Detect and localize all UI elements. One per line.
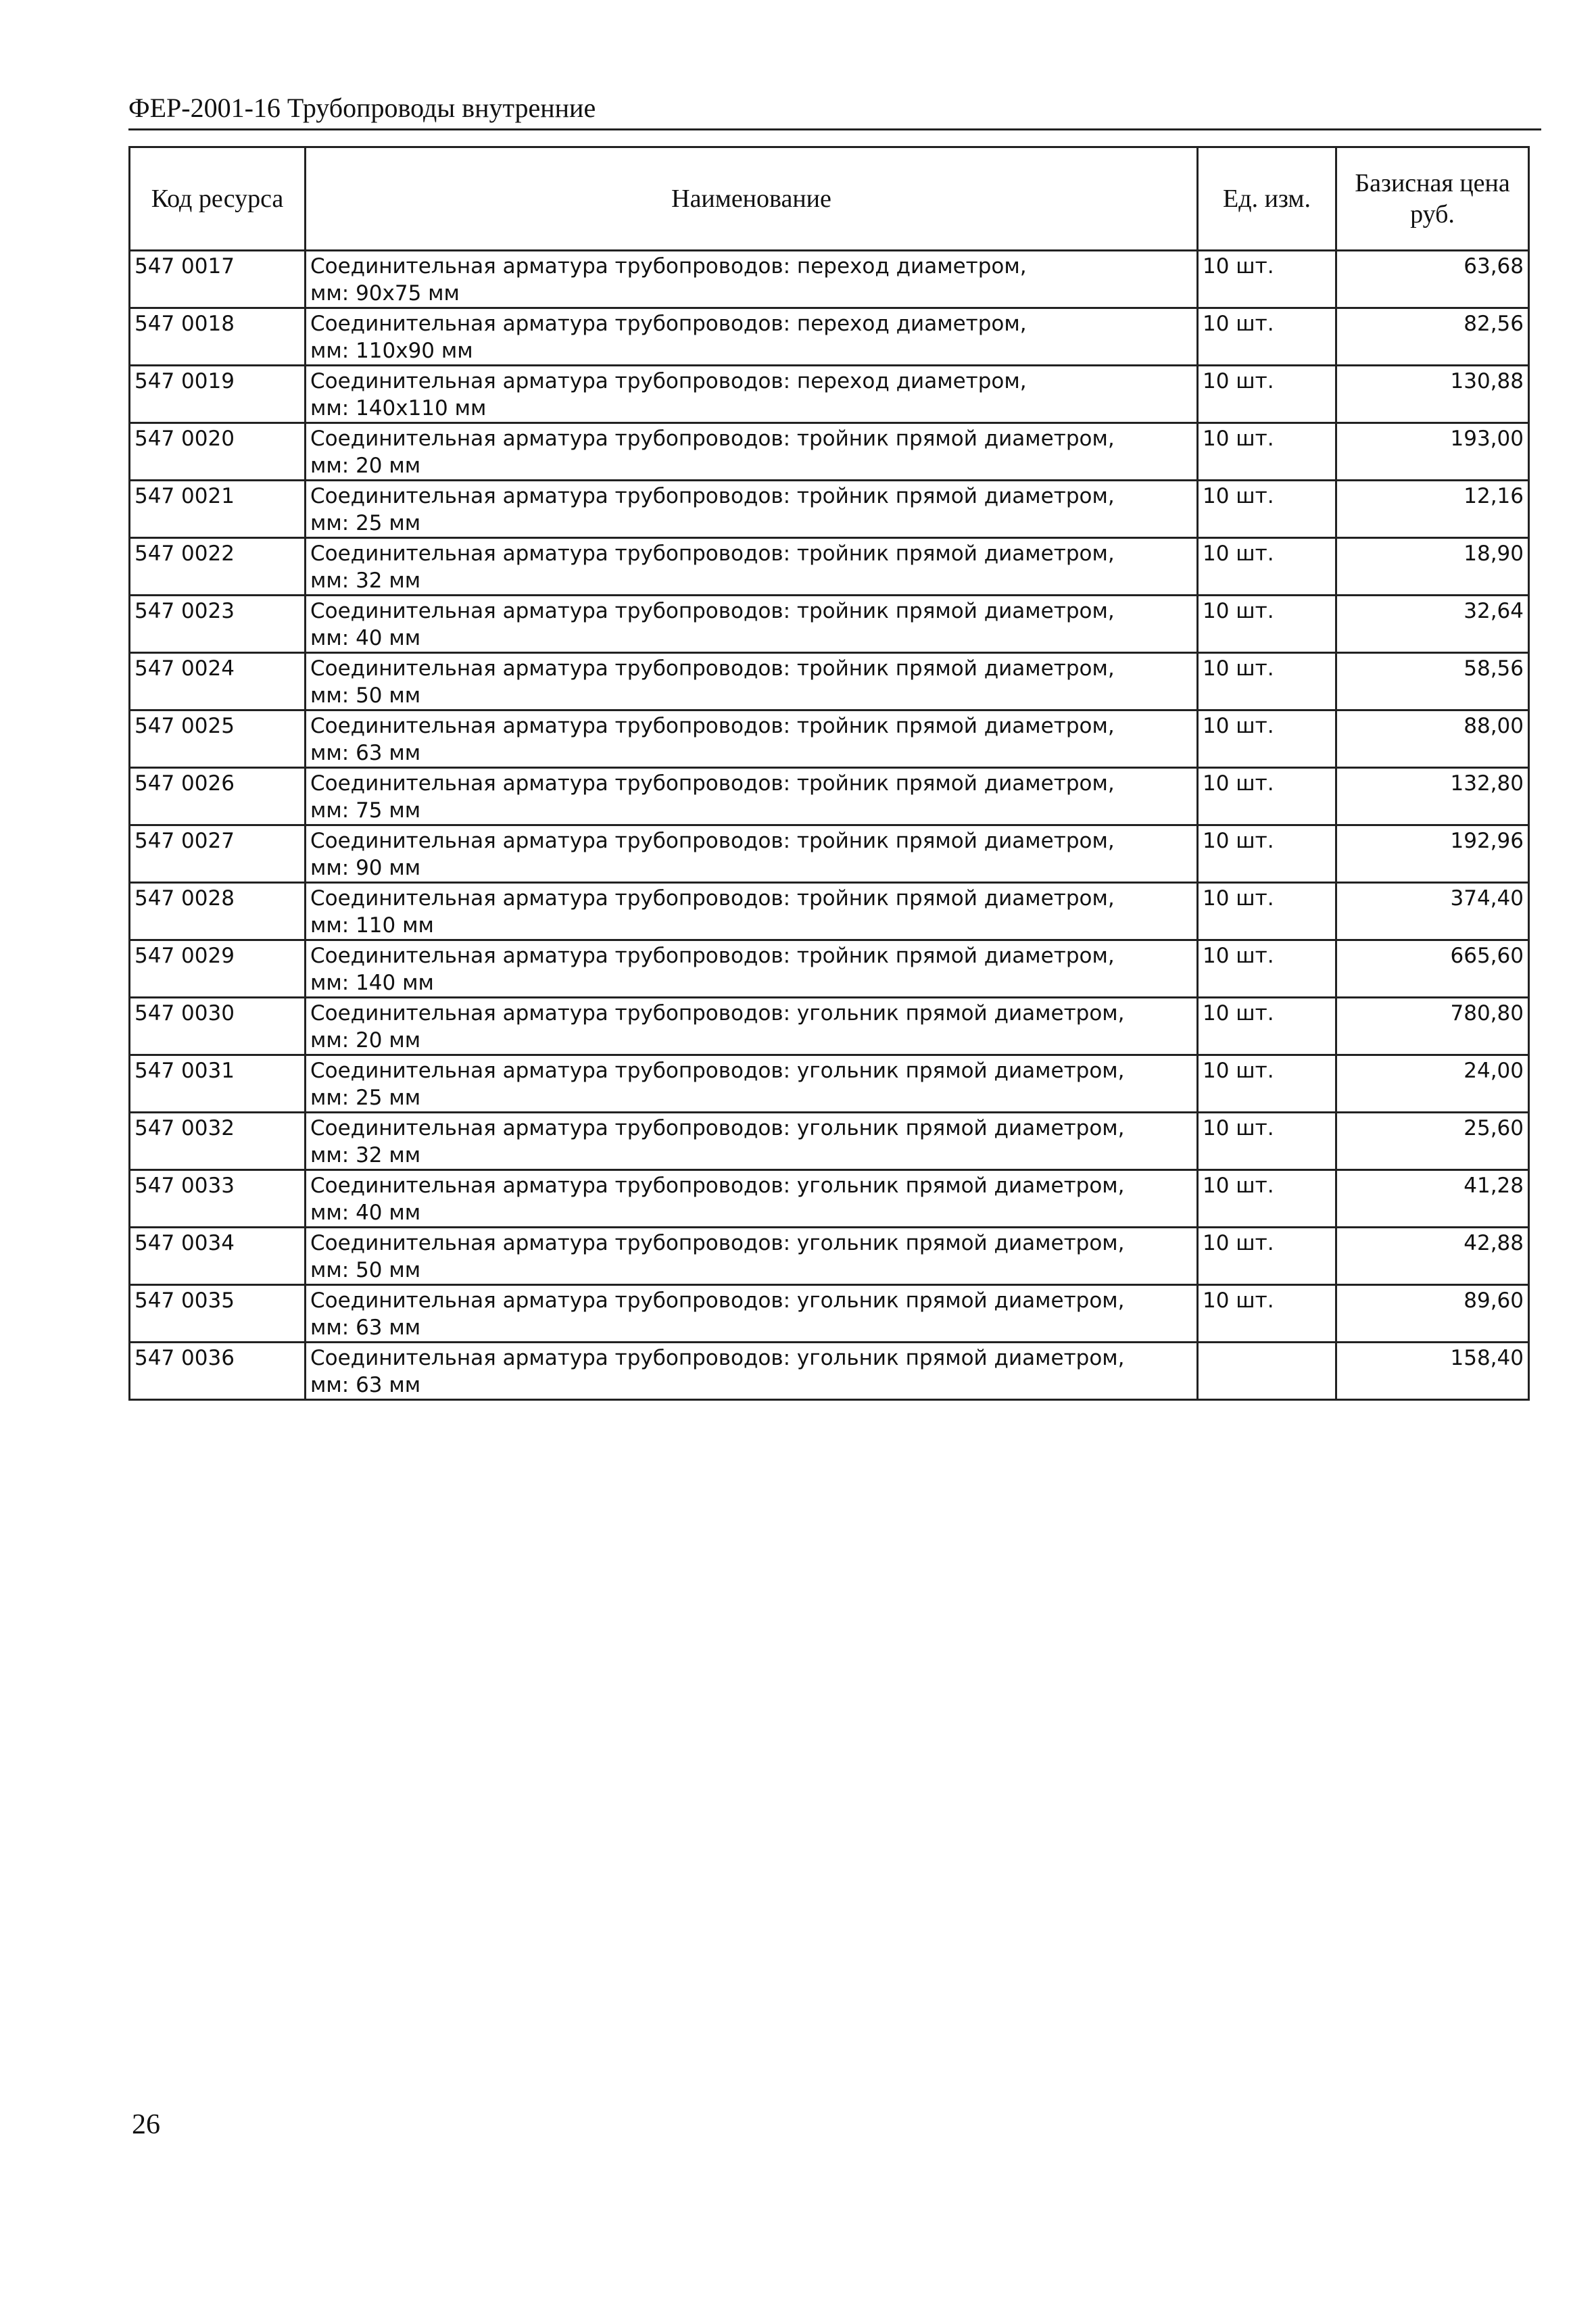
column-header-name: Наименование [306, 147, 1198, 251]
base-price-cell: 24,00 [1336, 1055, 1529, 1113]
base-price-cell: 193,00 [1336, 423, 1529, 481]
table-row [130, 251, 1529, 308]
resource-code-cell: 547 0029 [130, 940, 306, 998]
resource-name-line2: мм: 32 мм [310, 569, 421, 593]
column-header-code: Код ресурса [130, 147, 306, 251]
resource-name-cell [306, 1285, 1198, 1343]
unit-cell: 10 шт. [1198, 1055, 1336, 1113]
resource-name-line1: Соединительная арматура трубопроводов: угольник прямой диаметром, [310, 1001, 1125, 1026]
table-row [130, 998, 1529, 1055]
resource-name-cell [306, 998, 1198, 1055]
resource-code-cell: 547 0017 [130, 251, 306, 308]
resource-name-line2: мм: 63 мм [310, 1373, 421, 1397]
resource-name-line2: мм: 90х75 мм [310, 281, 460, 306]
resource-name-line1: Соединительная арматура трубопроводов: тройник прямой диаметром, [310, 599, 1115, 623]
resource-name-line2: мм: 20 мм [310, 1028, 421, 1053]
resource-code-cell: 547 0018 [130, 308, 306, 366]
resource-name-cell [306, 423, 1198, 481]
resource-name-line1: Соединительная арматура трубопроводов: тройник прямой диаметром, [310, 771, 1115, 796]
table-row [130, 366, 1529, 423]
resource-name-line1: Соединительная арматура трубопроводов: переход диаметром, [310, 369, 1027, 393]
table-row [130, 1113, 1529, 1170]
resource-name-line1: Соединительная арматура трубопроводов: тройник прямой диаметром, [310, 829, 1115, 853]
base-price-cell: 41,28 [1336, 1170, 1529, 1228]
base-price-cell: 89,60 [1336, 1285, 1529, 1343]
table-row [130, 596, 1529, 653]
base-price-cell: 82,56 [1336, 308, 1529, 366]
unit-cell: 10 шт. [1198, 538, 1336, 596]
column-header-price-line2: руб. [1410, 200, 1455, 228]
table-row [130, 308, 1529, 366]
column-header-price-line1: Базисная цена [1355, 169, 1510, 197]
resource-name-line1: Соединительная арматура трубопроводов: тройник прямой диаметром, [310, 656, 1115, 681]
resource-name-line1: Соединительная арматура трубопроводов: тройник прямой диаметром, [310, 541, 1115, 566]
resource-name-line2: мм: 75 мм [310, 798, 421, 823]
unit-cell: 10 шт. [1198, 710, 1336, 768]
table-row [130, 481, 1529, 538]
unit-cell: 10 шт. [1198, 481, 1336, 538]
resource-name-line2: мм: 32 мм [310, 1143, 421, 1167]
table-body [130, 251, 1529, 1400]
resource-name-line1: Соединительная арматура трубопроводов: угольник прямой диаметром, [310, 1059, 1125, 1083]
resource-name-line2: мм: 140 мм [310, 971, 434, 995]
resource-code-cell: 547 0020 [130, 423, 306, 481]
price-table [128, 146, 1530, 1401]
resource-code-cell: 547 0019 [130, 366, 306, 423]
resource-name-line1: Соединительная арматура трубопроводов: тройник прямой диаметром, [310, 427, 1115, 451]
base-price-cell: 88,00 [1336, 710, 1529, 768]
resource-name-line1: Соединительная арматура трубопроводов: тройник прямой диаметром, [310, 886, 1115, 911]
page-number: 26 [132, 2109, 160, 2140]
resource-code-cell: 547 0032 [130, 1113, 306, 1170]
resource-name-cell [306, 366, 1198, 423]
resource-name-cell [306, 653, 1198, 710]
table-row [130, 423, 1529, 481]
table-row [130, 1170, 1529, 1228]
unit-cell: 10 шт. [1198, 1170, 1336, 1228]
base-price-cell: 132,80 [1336, 768, 1529, 825]
resource-name-cell [306, 481, 1198, 538]
unit-cell: 10 шт. [1198, 883, 1336, 940]
page-header-title: ФЕР-2001-16 Трубопроводы внутренние [128, 88, 1541, 130]
resource-name-cell [306, 710, 1198, 768]
base-price-cell: 665,60 [1336, 940, 1529, 998]
unit-cell: 10 шт. [1198, 653, 1336, 710]
base-price-cell: 42,88 [1336, 1228, 1529, 1285]
resource-code-cell: 547 0026 [130, 768, 306, 825]
resource-name-cell [306, 768, 1198, 825]
resource-name-line2: мм: 25 мм [310, 511, 421, 535]
table-row [130, 710, 1529, 768]
base-price-cell: 130,88 [1336, 366, 1529, 423]
unit-cell: 10 шт. [1198, 423, 1336, 481]
column-header-price [1336, 147, 1529, 251]
base-price-cell: 25,60 [1336, 1113, 1529, 1170]
resource-name-cell [306, 1228, 1198, 1285]
resource-name-line1: Соединительная арматура трубопроводов: угольник прямой диаметром, [310, 1231, 1125, 1255]
resource-code-cell: 547 0024 [130, 653, 306, 710]
base-price-cell: 192,96 [1336, 825, 1529, 883]
resource-name-line2: мм: 110х90 мм [310, 339, 473, 363]
unit-cell: 10 шт. [1198, 768, 1336, 825]
resource-code-cell: 547 0021 [130, 481, 306, 538]
unit-cell: 10 шт. [1198, 1285, 1336, 1343]
resource-name-line2: мм: 110 мм [310, 913, 434, 938]
resource-name-line2: мм: 50 мм [310, 683, 421, 708]
resource-code-cell: 547 0030 [130, 998, 306, 1055]
table-row [130, 1285, 1529, 1343]
table-row [130, 825, 1529, 883]
resource-name-cell [306, 940, 1198, 998]
resource-code-cell: 547 0034 [130, 1228, 306, 1285]
resource-name-line1: Соединительная арматура трубопроводов: угольник прямой диаметром, [310, 1174, 1125, 1198]
table-row [130, 940, 1529, 998]
resource-name-cell [306, 308, 1198, 366]
resource-name-line1: Соединительная арматура трубопроводов: тройник прямой диаметром, [310, 944, 1115, 968]
table-row [130, 653, 1529, 710]
resource-name-cell [306, 538, 1198, 596]
resource-name-line2: мм: 40 мм [310, 626, 421, 650]
resource-name-cell [306, 1113, 1198, 1170]
table-row [130, 1228, 1529, 1285]
resource-name-line2: мм: 25 мм [310, 1086, 421, 1110]
resource-name-line1: Соединительная арматура трубопроводов: угольник прямой диаметром, [310, 1116, 1125, 1140]
resource-name-cell [306, 1170, 1198, 1228]
resource-name-cell [306, 1343, 1198, 1400]
table-row [130, 1343, 1529, 1400]
resource-name-cell [306, 825, 1198, 883]
resource-code-cell: 547 0033 [130, 1170, 306, 1228]
base-price-cell: 158,40 [1336, 1343, 1529, 1400]
resource-name-line2: мм: 40 мм [310, 1201, 421, 1225]
base-price-cell: 63,68 [1336, 251, 1529, 308]
resource-name-cell [306, 1055, 1198, 1113]
unit-cell: 10 шт. [1198, 251, 1336, 308]
unit-cell: 10 шт. [1198, 596, 1336, 653]
resource-name-line2: мм: 20 мм [310, 454, 421, 478]
resource-name-line2: мм: 63 мм [310, 741, 421, 765]
resource-name-cell [306, 596, 1198, 653]
unit-cell: 10 шт. [1198, 940, 1336, 998]
table-row [130, 768, 1529, 825]
unit-cell: 10 шт. [1198, 366, 1336, 423]
unit-cell: 10 шт. [1198, 998, 1336, 1055]
base-price-cell: 32,64 [1336, 596, 1529, 653]
table-header [130, 147, 1529, 251]
resource-name-line2: мм: 140х110 мм [310, 396, 487, 420]
header-row [130, 147, 1529, 251]
resource-code-cell: 547 0035 [130, 1285, 306, 1343]
unit-cell [1198, 1343, 1336, 1400]
resource-code-cell: 547 0022 [130, 538, 306, 596]
resource-name-line1: Соединительная арматура трубопроводов: тройник прямой диаметром, [310, 714, 1115, 738]
resource-name-cell [306, 883, 1198, 940]
base-price-cell: 12,16 [1336, 481, 1529, 538]
unit-cell: 10 шт. [1198, 1228, 1336, 1285]
base-price-cell: 58,56 [1336, 653, 1529, 710]
base-price-cell: 18,90 [1336, 538, 1529, 596]
table-row [130, 538, 1529, 596]
table-row [130, 1055, 1529, 1113]
resource-name-line2: мм: 63 мм [310, 1316, 421, 1340]
table-row [130, 883, 1529, 940]
column-header-unit: Ед. изм. [1198, 147, 1336, 251]
resource-code-cell: 547 0025 [130, 710, 306, 768]
resource-code-cell: 547 0023 [130, 596, 306, 653]
resource-code-cell: 547 0027 [130, 825, 306, 883]
resource-name-line1: Соединительная арматура трубопроводов: тройник прямой диаметром, [310, 484, 1115, 508]
resource-name-line1: Соединительная арматура трубопроводов: угольник прямой диаметром, [310, 1346, 1125, 1370]
resource-name-line1: Соединительная арматура трубопроводов: угольник прямой диаметром, [310, 1288, 1125, 1313]
resource-code-cell: 547 0036 [130, 1343, 306, 1400]
base-price-cell: 374,40 [1336, 883, 1529, 940]
resource-name-line1: Соединительная арматура трубопроводов: переход диаметром, [310, 312, 1027, 336]
resource-name-line2: мм: 90 мм [310, 856, 421, 880]
unit-cell: 10 шт. [1198, 1113, 1336, 1170]
resource-code-cell: 547 0028 [130, 883, 306, 940]
unit-cell: 10 шт. [1198, 308, 1336, 366]
unit-cell: 10 шт. [1198, 825, 1336, 883]
resource-name-line1: Соединительная арматура трубопроводов: переход диаметром, [310, 254, 1027, 279]
base-price-cell: 780,80 [1336, 998, 1529, 1055]
resource-name-cell [306, 251, 1198, 308]
resource-code-cell: 547 0031 [130, 1055, 306, 1113]
resource-name-line2: мм: 50 мм [310, 1258, 421, 1282]
